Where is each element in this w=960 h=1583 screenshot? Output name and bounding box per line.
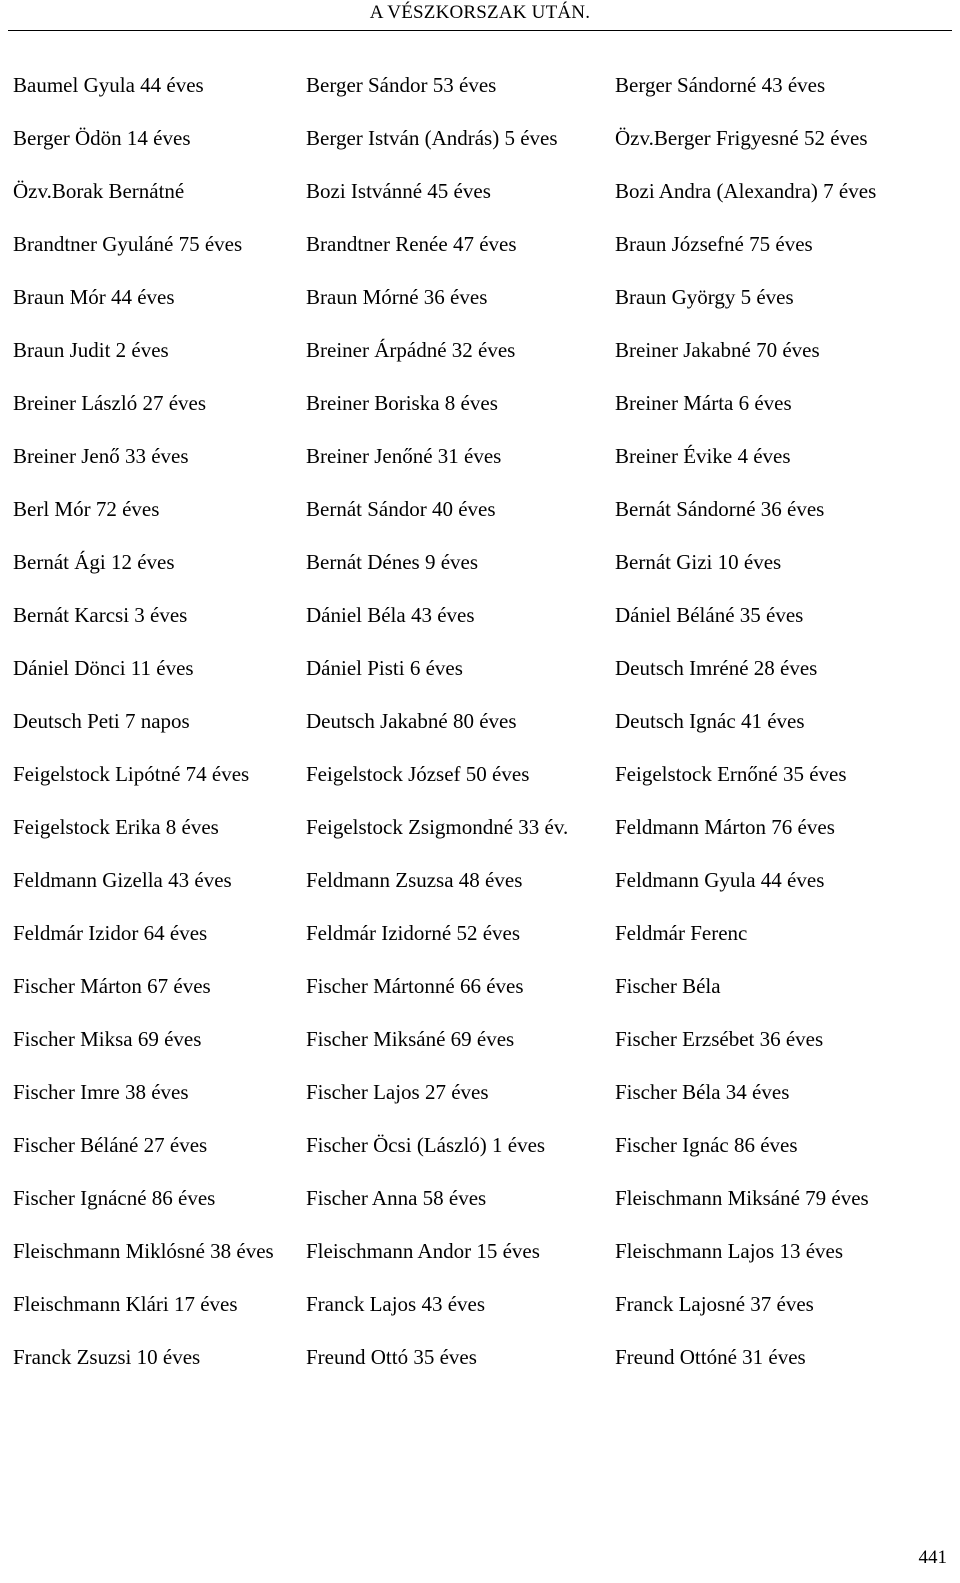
name-row [13, 1077, 955, 1130]
name-entry: Feldmann Gyula 44 éves [615, 868, 825, 892]
name-entry: Fleischmann Lajos 13 éves [615, 1239, 844, 1263]
name-entry: Özv.Borak Bernátné [13, 179, 185, 203]
name-entry: Braun György 5 éves [615, 285, 794, 309]
name-entry: Baumel Gyula 44 éves [13, 73, 204, 97]
name-entry: Fleischmann Andor 15 éves [306, 1239, 540, 1263]
name-entry: Feigelstock Erika 8 éves [13, 815, 219, 839]
name-row [13, 653, 955, 706]
name-row [13, 918, 955, 971]
name-entry: Deutsch Jakabné 80 éves [306, 709, 517, 733]
name-row [13, 388, 955, 441]
name-entry: Breiner Jakabné 70 éves [615, 338, 820, 362]
name-row [13, 1024, 955, 1077]
name-entry: Deutsch Imréné 28 éves [615, 656, 818, 680]
name-entry: Freund Ottóné 31 éves [615, 1345, 806, 1369]
name-entry: Fischer Anna 58 éves [306, 1186, 487, 1210]
name-row [13, 706, 955, 759]
name-row [13, 176, 955, 229]
name-entry: Deutsch Ignác 41 éves [615, 709, 805, 733]
name-entry: Feldmann Zsuzsa 48 éves [306, 868, 523, 892]
name-entry: Berl Mór 72 éves [13, 497, 160, 521]
name-row [13, 547, 955, 600]
name-entry: Breiner László 27 éves [13, 391, 207, 415]
name-entry: Breiner Boriska 8 éves [306, 391, 498, 415]
name-entry: Breiner Évike 4 éves [615, 444, 791, 468]
name-entry: Bernát Karcsi 3 éves [13, 603, 188, 627]
name-entry: Franck Lajos 43 éves [306, 1292, 486, 1316]
name-entry: Brandtner Gyuláné 75 éves [13, 232, 243, 256]
page-number: 441 [918, 1547, 947, 1568]
name-entry: Fleischmann Miklósné 38 éves [13, 1239, 274, 1263]
name-row [13, 1130, 955, 1183]
name-entry: Franck Lajosné 37 éves [615, 1292, 814, 1316]
name-row [13, 600, 955, 653]
name-entry: Feigelstock József 50 éves [306, 762, 530, 786]
name-entry: Bernát Sándor 40 éves [306, 497, 496, 521]
name-entry: Franck Zsuzsi 10 éves [13, 1345, 201, 1369]
name-entry: Fischer Márton 67 éves [13, 974, 211, 998]
name-entry: Deutsch Peti 7 napos [13, 709, 190, 733]
name-entry: Berger István (András) 5 éves [306, 126, 558, 150]
name-row [13, 759, 955, 812]
name-entry: Dániel Dönci 11 éves [13, 656, 194, 680]
name-entry: Feigelstock Lipótné 74 éves [13, 762, 250, 786]
name-entry: Bernát Sándorné 36 éves [615, 497, 825, 521]
running-header: A VÉSZKORSZAK UTÁN. [369, 2, 591, 23]
name-entry: Fischer Miksáné 69 éves [306, 1027, 515, 1051]
name-entry: Özv.Berger Frigyesné 52 éves [615, 126, 868, 150]
name-entry: Berger Ödön 14 éves [13, 126, 191, 150]
name-entry: Fischer Mártonné 66 éves [306, 974, 524, 998]
name-entry: Braun Mórné 36 éves [306, 285, 488, 309]
name-row [13, 70, 955, 123]
name-entry: Breiner Árpádné 32 éves [306, 338, 516, 362]
name-row [13, 812, 955, 865]
name-entry: Bernát Ági 12 éves [13, 550, 175, 574]
name-entry: Bozi Andra (Alexandra) 7 éves [615, 179, 877, 203]
name-entry: Fischer Béláné 27 éves [13, 1133, 208, 1157]
name-row [13, 1342, 955, 1395]
name-entry: Fischer Miksa 69 éves [13, 1027, 202, 1051]
name-entry: Fleischmann Klári 17 éves [13, 1292, 238, 1316]
name-entry: Braun Józsefné 75 éves [615, 232, 813, 256]
name-entry: Dániel Béla 43 éves [306, 603, 475, 627]
name-entry: Brandtner Renée 47 éves [306, 232, 517, 256]
name-row [13, 865, 955, 918]
name-entry: Berger Sándor 53 éves [306, 73, 497, 97]
name-row [13, 229, 955, 282]
name-entry: Fischer Erzsébet 36 éves [615, 1027, 824, 1051]
name-entry: Feldmár Izidor 64 éves [13, 921, 208, 945]
name-entry: Bozi Istvánné 45 éves [306, 179, 491, 203]
name-entry: Bernát Dénes 9 éves [306, 550, 479, 574]
name-row [13, 123, 955, 176]
name-entry: Feldmár Ferenc [615, 921, 748, 945]
name-row [13, 335, 955, 388]
name-list [13, 70, 955, 1395]
name-entry: Fischer Öcsi (László) 1 éves [306, 1133, 546, 1157]
name-entry: Fischer Imre 38 éves [13, 1080, 189, 1104]
name-entry: Feldmann Márton 76 éves [615, 815, 835, 839]
name-entry: Braun Judit 2 éves [13, 338, 169, 362]
name-entry: Dániel Béláné 35 éves [615, 603, 804, 627]
name-row [13, 971, 955, 1024]
name-entry: Fischer Ignácné 86 éves [13, 1186, 216, 1210]
name-entry: Freund Ottó 35 éves [306, 1345, 477, 1369]
name-row [13, 494, 955, 547]
name-entry: Feigelstock Zsigmondné 33 év. [306, 815, 569, 839]
name-entry: Berger Sándorné 43 éves [615, 73, 826, 97]
header-rule [8, 30, 952, 31]
name-entry: Dániel Pisti 6 éves [306, 656, 463, 680]
name-entry: Feigelstock Ernőné 35 éves [615, 762, 847, 786]
name-entry: Fischer Ignác 86 éves [615, 1133, 798, 1157]
name-entry: Fischer Béla [615, 974, 721, 998]
name-entry: Bernát Gizi 10 éves [615, 550, 782, 574]
name-entry: Breiner Jenőné 31 éves [306, 444, 502, 468]
name-row [13, 1236, 955, 1289]
name-entry: Breiner Márta 6 éves [615, 391, 792, 415]
name-entry: Feldmár Izidorné 52 éves [306, 921, 521, 945]
name-entry: Fischer Béla 34 éves [615, 1080, 790, 1104]
name-row [13, 441, 955, 494]
name-entry: Breiner Jenő 33 éves [13, 444, 189, 468]
name-row [13, 282, 955, 335]
name-entry: Fischer Lajos 27 éves [306, 1080, 489, 1104]
name-row [13, 1183, 955, 1236]
name-entry: Braun Mór 44 éves [13, 285, 175, 309]
name-entry: Fleischmann Miksáné 79 éves [615, 1186, 869, 1210]
name-entry: Feldmann Gizella 43 éves [13, 868, 232, 892]
name-row [13, 1289, 955, 1342]
